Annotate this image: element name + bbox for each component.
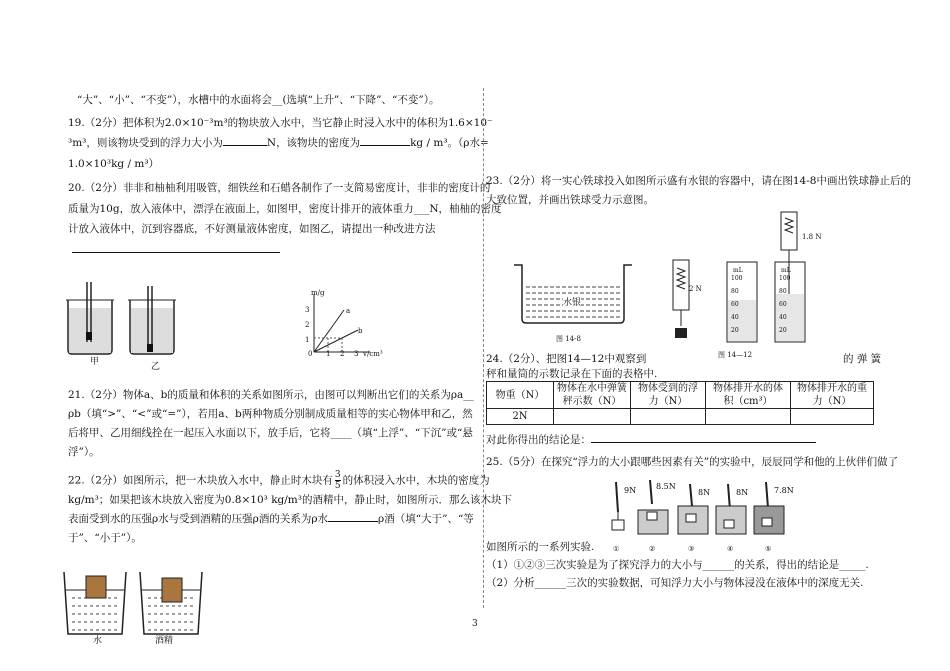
q21-line4: 浮”）。 bbox=[68, 446, 100, 458]
q22-frac-den: 5 bbox=[334, 481, 341, 491]
q19-line1: 19.（2分）把体积为2.0×10⁻³m³的物块放入水中，当它静止时浸入水中的体积为1.6×10⁻ bbox=[68, 117, 493, 129]
q22-frac-num: 3 bbox=[334, 470, 341, 480]
graph-y1: 1 bbox=[305, 336, 310, 344]
graph-ylabel: m/g bbox=[311, 289, 325, 297]
q24-line1b: 的 弹 簧 bbox=[843, 353, 882, 365]
cyl1-ticks bbox=[731, 272, 742, 337]
q22-text-c: 表面受到水的压强ρ水与受到酒精的压强ρ酒的关系为ρ水 bbox=[68, 513, 329, 525]
tick: 20 bbox=[731, 327, 739, 334]
q22-line4: 于”、“小于”）。 bbox=[68, 532, 142, 544]
table-row bbox=[487, 409, 874, 425]
graph-x1: 1 bbox=[326, 350, 331, 358]
tick: 100 bbox=[731, 275, 743, 282]
graph-xlabel: v/cm³ bbox=[363, 350, 383, 358]
spring-reading-2n: 2 N bbox=[689, 285, 702, 293]
mercury-label: 水银 bbox=[563, 298, 582, 308]
q25-line2: 如图所示的一系列实验. bbox=[486, 541, 595, 553]
graph-x3: 3 bbox=[354, 350, 359, 358]
spring-reading-1-8n: 1.8 N bbox=[802, 233, 822, 241]
reading-5: 7.8N bbox=[774, 486, 794, 495]
table-header-row bbox=[487, 382, 874, 409]
fig-14-8-caption: 图 14-8 bbox=[556, 335, 581, 343]
conclusion-blank[interactable] bbox=[591, 442, 816, 443]
q22-text-b: 的体积浸入水中，木块的密度为 bbox=[342, 474, 490, 487]
q22-line1 bbox=[68, 470, 490, 491]
beaker-alcohol bbox=[140, 572, 202, 634]
cyl2-ticks bbox=[779, 272, 790, 337]
graph-y3: 3 bbox=[305, 306, 310, 314]
graph-x2: 2 bbox=[340, 350, 345, 358]
graph-x0: 0 bbox=[308, 350, 313, 358]
q22-line2: kg/m³；如果把该木块放入密度为0.8×10³ kg/m³的酒精中，静止时，如图所示．那么该木块下 bbox=[68, 494, 512, 506]
cyl2-ml: mL bbox=[781, 267, 791, 274]
q22-text-d: ρ酒（填“大于”、“等 bbox=[378, 513, 474, 525]
q22-fraction bbox=[335, 470, 341, 491]
q19-blank-1[interactable] bbox=[223, 145, 267, 146]
q19-text-c: kg / m³。（ρ水= bbox=[410, 137, 489, 149]
q25-line4: （2）分析______三次的实验数据，可知浮力大小与物体浸没在液体中的深度无关. bbox=[486, 577, 864, 589]
mercury-container-figure bbox=[510, 255, 635, 330]
graph-label-a: a bbox=[346, 307, 351, 315]
fig-14-12-caption: 图 14—12 bbox=[718, 351, 753, 359]
q20-answer-line[interactable] bbox=[72, 252, 280, 253]
step-label-5: ⑤ bbox=[765, 545, 772, 553]
q19-blank-2[interactable] bbox=[360, 145, 410, 146]
hydrometer-beakers-figure bbox=[60, 282, 180, 372]
tick: 60 bbox=[779, 301, 787, 308]
cyl1-ml: mL bbox=[733, 267, 743, 274]
step-1 bbox=[612, 482, 624, 530]
q22-text-a: 22.（2分）如图所示，把一木块放入水中，静止时木块有 bbox=[68, 474, 333, 487]
q24-conclusion bbox=[486, 433, 816, 447]
q19-line2 bbox=[68, 136, 489, 150]
beaker-jia bbox=[66, 282, 114, 354]
step-label-3: ③ bbox=[688, 545, 695, 553]
reading-1: 9N bbox=[624, 486, 637, 495]
q24-line2: 秤和量筒的示数记录在下面的表格中. bbox=[486, 368, 658, 380]
spring-scale-air bbox=[673, 260, 689, 338]
q24-line1a: 24.（2分）、把图14—12中观察到 bbox=[486, 353, 647, 365]
tick: 60 bbox=[731, 301, 739, 308]
tick: 40 bbox=[731, 314, 739, 321]
page-number: 3 bbox=[472, 619, 478, 629]
table-cell[interactable] bbox=[631, 409, 706, 425]
step-label-2: ② bbox=[649, 545, 656, 553]
column-divider bbox=[483, 88, 484, 608]
reading-4: 8N bbox=[736, 488, 749, 497]
table-cell[interactable] bbox=[791, 409, 874, 425]
q22-line3 bbox=[68, 512, 474, 526]
q25-line3: （1）①②③三次实验是为了探究浮力的大小与______的关系，得出的结论是_____. bbox=[486, 559, 869, 571]
tick: 100 bbox=[779, 275, 791, 282]
q18-tail: “大”、“小”、“不变”），水槽中的水面将会__(选填“上升”、“下降”、“不变”）。 bbox=[77, 94, 440, 106]
q25-line1: 25.（5分）在探究“浮力的大小跟哪些因素有关”的实验中，辰辰同学和他的上伙伴们做了 bbox=[486, 456, 899, 468]
label-alcohol: 酒精 bbox=[155, 636, 174, 646]
q19-text-a: ³m³，则该物块受到的浮力大小为 bbox=[68, 137, 223, 149]
q23-line1: 23.（2分）将一实心铁球投入如图所示盛有水银的容器中，请在图14-8中画出铁球静止后的 bbox=[486, 175, 911, 187]
step-label-4: ④ bbox=[727, 545, 734, 553]
graph-line-b bbox=[314, 330, 358, 352]
graph-label-b: b bbox=[358, 327, 363, 335]
wood-block-beakers bbox=[58, 568, 208, 638]
reading-3: 8N bbox=[698, 488, 711, 497]
q23-line2: 大致位置，并画出铁球受力示意图。 bbox=[486, 194, 654, 206]
tick: 80 bbox=[731, 288, 739, 295]
tick: 80 bbox=[779, 288, 787, 295]
table-cell[interactable] bbox=[554, 409, 631, 425]
label-jia: 甲 bbox=[90, 357, 100, 367]
q21-line3: 后将甲、乙用细线拴在一起压入水面以下，放手后，它将____（填“上浮”、“下沉”或“悬 bbox=[68, 427, 473, 439]
label-yi: 乙 bbox=[151, 362, 161, 372]
q19-text-b: N，该物块的密度为 bbox=[266, 137, 361, 149]
tick: 20 bbox=[779, 327, 787, 334]
table-header: 物重（N） bbox=[487, 382, 554, 409]
q19-line3: 1.0×10³kg / m³） bbox=[68, 158, 160, 170]
graph-line-a bbox=[314, 310, 344, 352]
table-cell[interactable] bbox=[706, 409, 791, 425]
q21-line1: 21.（2分）物体a、b的质量和体积的关系如图所示，由图可以判断出它们的关系为ρa__ bbox=[68, 389, 474, 401]
q20-line3: 计放入液体中，沉到容器底，不好测量液体密度，如图乙，请提出一种改进方法 bbox=[68, 223, 436, 235]
table-header: 物体在水中弹簧秤示数（N） bbox=[554, 382, 631, 409]
q21-line2: ρb（填“>”、“<”或“=”），若用a、b两种物质分别制成质量相等的实心物体甲和乙，然 bbox=[68, 408, 473, 420]
table-header: 物体排开水的重力（N） bbox=[791, 382, 874, 409]
table-header: 物体排开水的体积（cm³） bbox=[706, 382, 791, 409]
label-water: 水 bbox=[93, 636, 103, 646]
step-label-1: ① bbox=[613, 545, 620, 553]
tick: 40 bbox=[779, 314, 787, 321]
table-header: 物体受到的浮力（N） bbox=[631, 382, 706, 409]
q20-line2: 质量为10g，放入液体中，漂浮在液面上，如图甲，密度计排开的液体重力___N，柚柚的密度 bbox=[68, 203, 502, 215]
conclusion-label: 对此你得出的结论是： bbox=[486, 434, 591, 446]
q20-line1: 20.（2分）非非和柚柚利用吸管，细铁丝和石蜡各制作了一支简易密度计，非非的密度计的 bbox=[68, 182, 491, 194]
reading-2: 8.5N bbox=[656, 482, 676, 491]
q22-blank[interactable] bbox=[328, 521, 378, 522]
q24-table bbox=[486, 381, 874, 425]
beaker-water bbox=[64, 572, 126, 634]
beaker-yi bbox=[128, 286, 176, 354]
graph-y2: 2 bbox=[305, 321, 310, 329]
table-cell: 2N bbox=[487, 409, 554, 425]
